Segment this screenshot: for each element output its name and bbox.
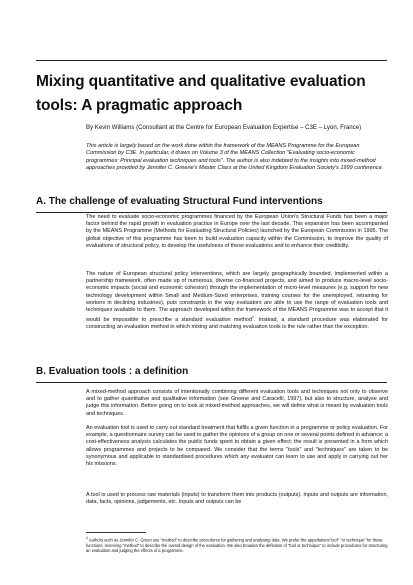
footnote-text: Authors such as Jennifer C. Green use "method" to describe procedures for gathering and analysing data. We prefer the appellations"tool" "or technique" for these functions, reserving "method" to describe the overall design of the evaluation. We also broaden the definition of "tool or technique" to include procedures for structuring an evaluation and judging the effects of a programme.	[86, 537, 388, 553]
section-a-paragraph-2-text: The nature of European structural policy interventions, which are largely geographically bounded, implemented within a partnership framework, often made up of numerous, diverse co-financed projects, and aimed to produce macro-level socio-economic impacts (social and economic cohesion) through the implementation of micro-level measures (e.g. support for new technology development within Small and Medium-Sized enterprises, training courses for the unemployed, retraining for workers in declining industries), puts constraints in the way evaluators are able to use the range of evaluation tools and techniques available to them. The approach developed within the framework of the MEANS Programme was to accept that it would be impossible to prescribe a standard evaluation method	[86, 271, 388, 324]
section-b-paragraph-1: A mixed-method approach consists of intentionally combining different evaluation tools and techniques not only to observe and to gather quantitative and qualitative information (see Greene and Caracelli, 1997), but also to structure, analyse and judge this information. Before going on to look at mixed-method approaches, we will define what is meant by evaluation tools and techniques.	[86, 389, 388, 417]
footnote-rule	[86, 532, 146, 533]
section-b-rule	[36, 382, 387, 383]
footnote-ref: 1	[251, 315, 254, 320]
section-b-heading: B. Evaluation tools : a definition	[36, 366, 189, 377]
section-a-paragraph-2	[86, 271, 388, 331]
footnote-number: 1	[86, 536, 88, 540]
intro-note: This article is largely based on the work done within the framework of the MEANS Programme for the European Commission by C3E. In particular, it draws on Volume 3 of the MEANS Collection "Evaluating socio-economic programmes: Principal evaluation techniques and tools". The author is also indebted to the insights into mixed-method approaches provided by Jennifer C. Greene's Master Class at the United Kingdom Evaluation Society's 1999 conference.	[86, 143, 384, 172]
top-rule	[36, 60, 387, 61]
author-byline: By Kevin Williams (Consultant at the Centre for European Evaluation Expertise – C3E – Lyon, France)	[86, 124, 362, 131]
section-a-heading: A. The challenge of evaluating Structural Fund interventions	[36, 196, 323, 207]
section-a-paragraph-2-tail: . Instead, a standard procedure was elaborated for constructing an evaluation method in which mixing and matching evaluation tools is the rule rather than the exception.	[86, 317, 388, 331]
section-b-paragraph-2: An evaluation tool is used to carry out standard treatment that fulfils a given function in a programme or policy evaluation. For example, a questionnaire survey can be used to gather the opinions of a group on one or several points defined in advance; a cost-effectiveness analysis calculates the public funds spent to obtain a given effect; the result is presented in a form which allows programmes and projects to be compared. We consider that the terms "tools" and "techniques" are taken to be synonymous and applicable to standardised procedures which any evaluator can learn to use and apply in carrying out her his missions.	[86, 425, 388, 468]
article-title-line-2: tools: A pragmatic approach	[36, 97, 243, 114]
section-b-paragraph-3: A tool is used to process raw materials (inputs) to transform them into products (outputs). Inputs and outputs are information, data, facts, opinions, judgements, etc. Inputs and outputs can be	[86, 492, 388, 506]
section-a-rule	[36, 212, 387, 213]
article-title-line-1: Mixing quantitative and qualitative evaluation	[36, 73, 366, 90]
footnote	[86, 536, 388, 553]
section-a-paragraph-1: The need to evaluate socio-economic programmes financed by the European Union's Structural Funds has been a major factor behind the rapid growth in evaluation practice in Europe over the last decade. This expansion has been accompanied by the MEANS Programme (Methods for Evaluating Structural Policies) launched by the European Commission in 1995. The global objective of this programme has been to build evaluation capacity within the Commission, to improve the quality of evaluations of structural policy, to develop the usefulness of these evaluations and to enhance their credibility.	[86, 214, 388, 249]
